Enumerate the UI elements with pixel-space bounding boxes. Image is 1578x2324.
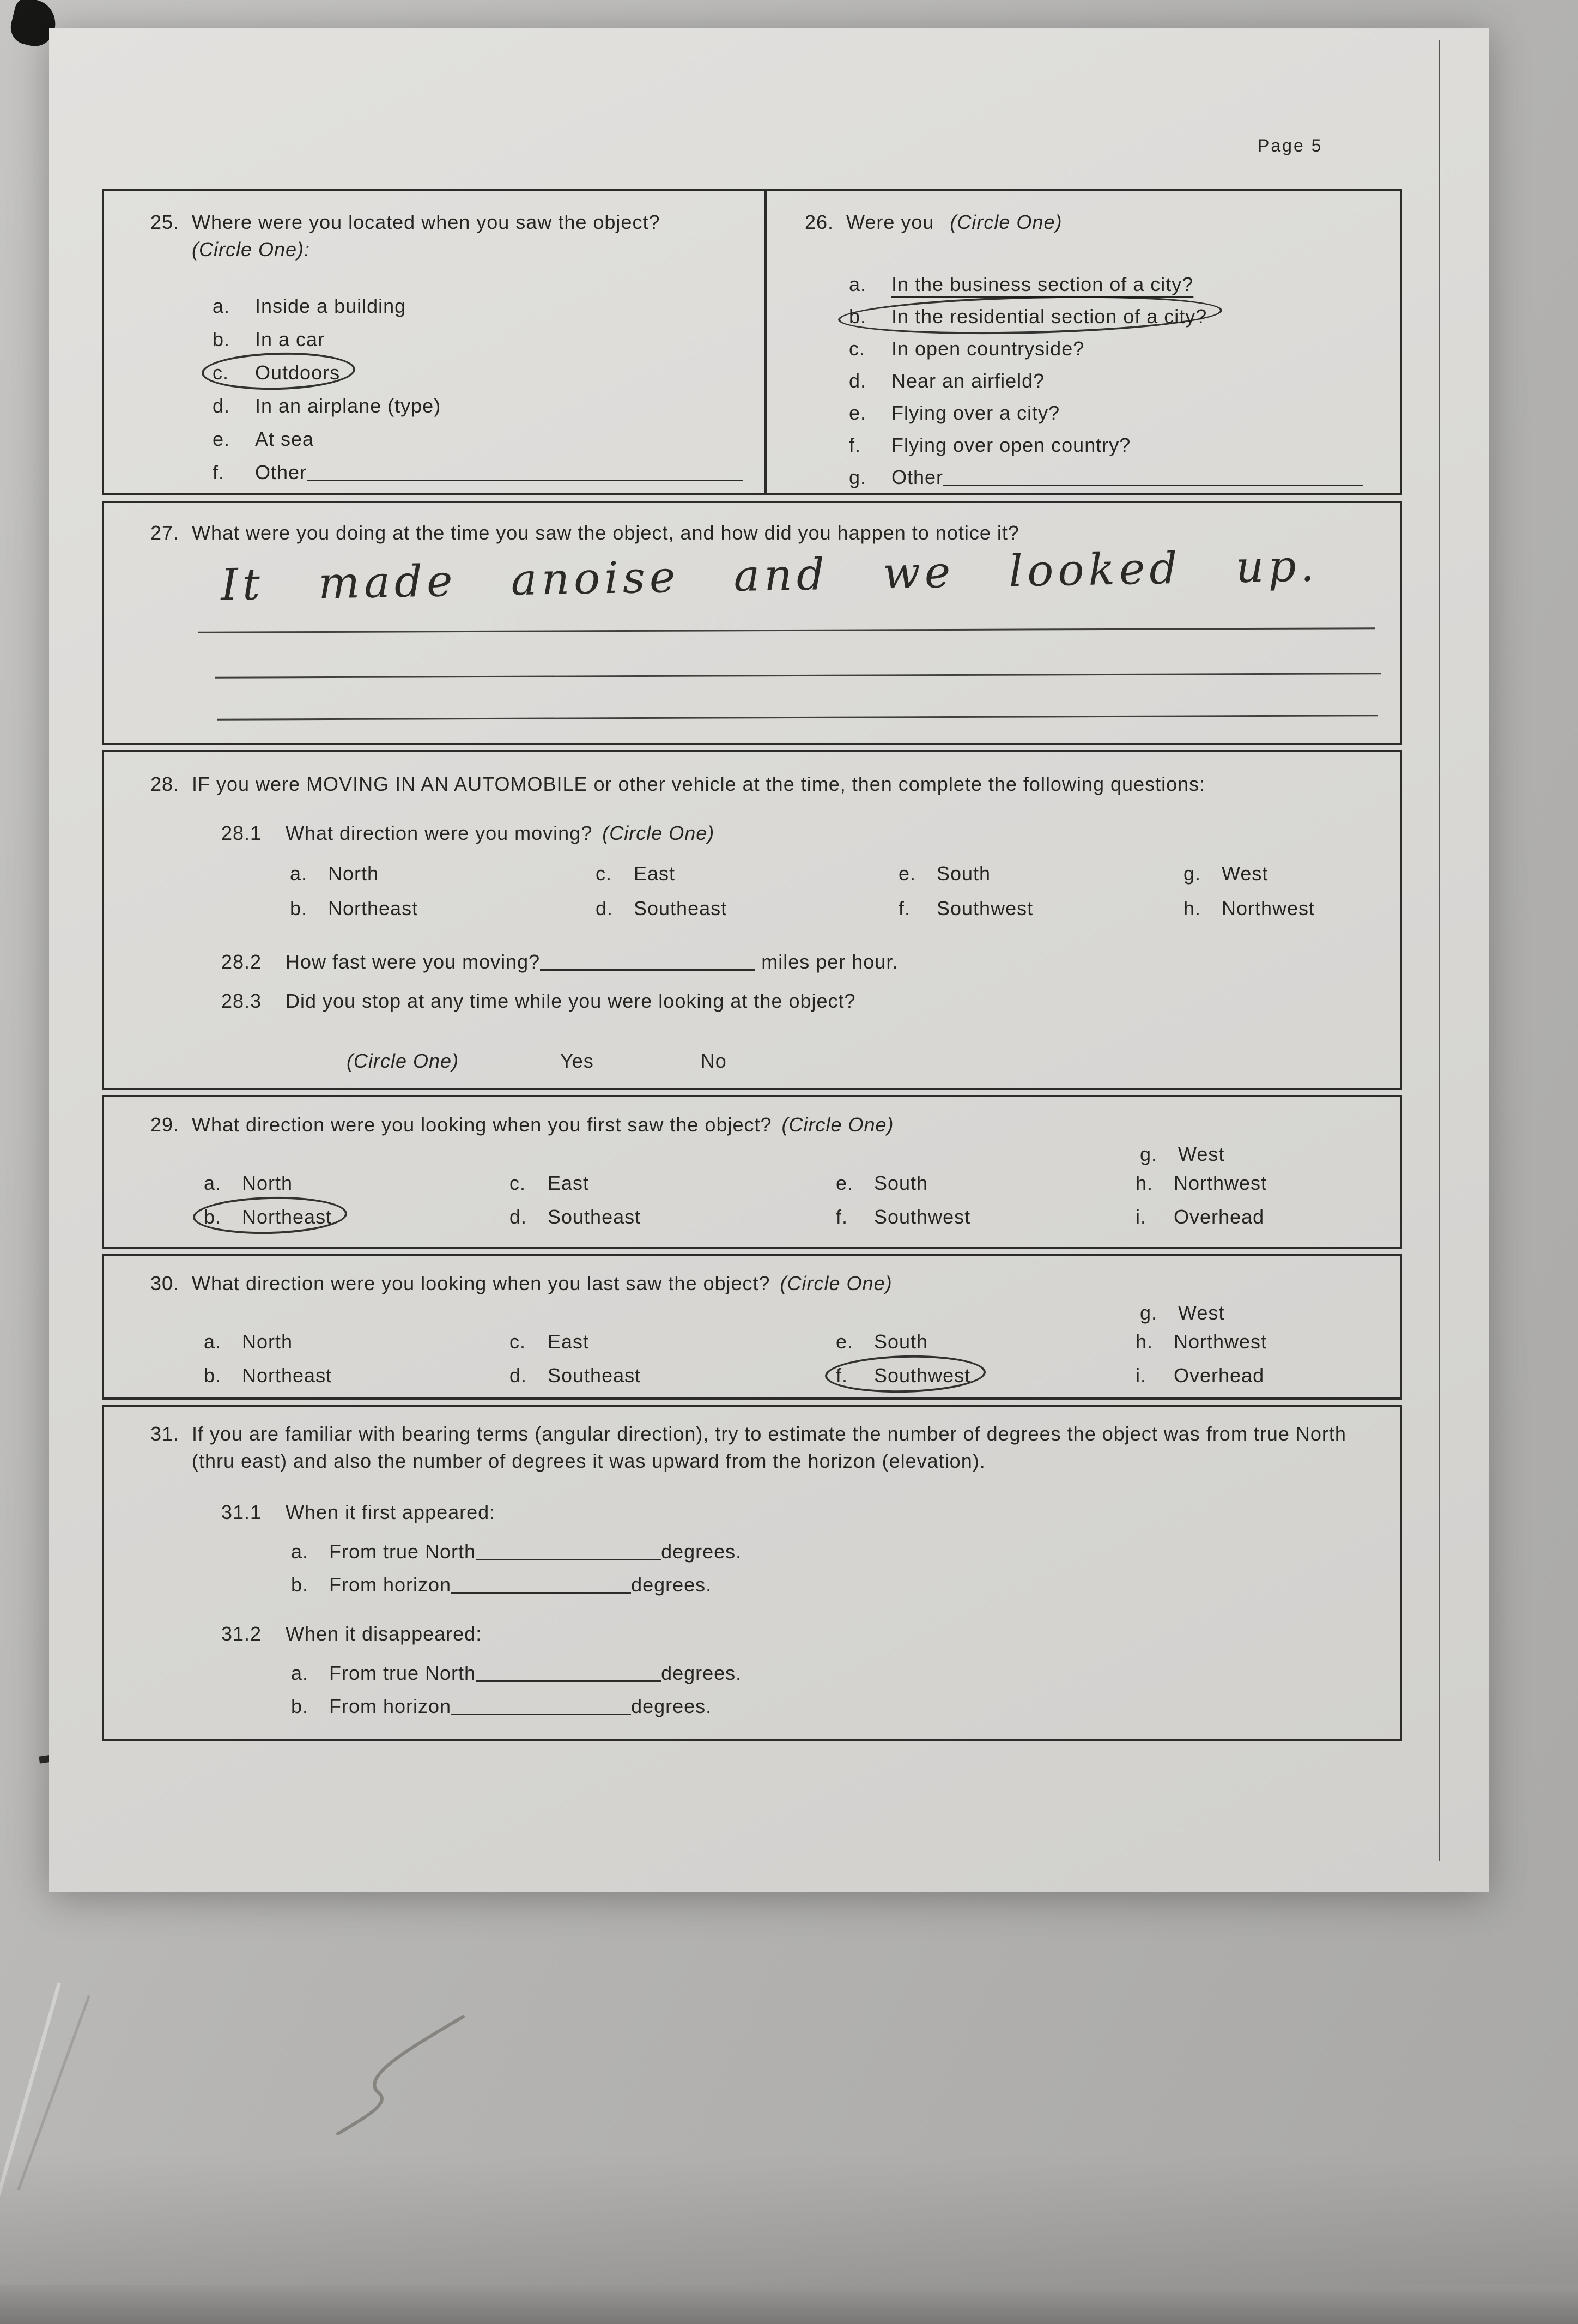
question-number: 26.: [805, 211, 834, 233]
option-30i: [1136, 1362, 1383, 1389]
option-label: Southwest: [937, 897, 1034, 919]
circle-one-note: (Circle One): [347, 1050, 459, 1072]
section-q31: [102, 1405, 1402, 1741]
option-label: Northwest: [1174, 1172, 1267, 1194]
question-28-1: [221, 820, 1383, 847]
sub-question-number: 28.1: [221, 822, 262, 844]
option-25a: [213, 293, 754, 320]
question-31-header: [150, 1420, 1383, 1475]
circle-one-note: (Circle One):: [192, 238, 311, 261]
option-label: In a car: [255, 328, 325, 350]
option-30b: [204, 1362, 509, 1389]
blank-field: [451, 1696, 631, 1715]
option-label: Overhead: [1174, 1206, 1265, 1228]
question-number: 29.: [150, 1113, 180, 1136]
option-30d: [509, 1362, 836, 1389]
option-letter: e.: [849, 402, 867, 424]
option-letter: f.: [836, 1364, 848, 1387]
option-letter: a.: [849, 273, 867, 295]
section-q30: [102, 1254, 1402, 1400]
option-letter: a.: [290, 862, 308, 885]
sub-question-text: When it first appeared:: [286, 1501, 496, 1523]
question-number: 30.: [150, 1272, 180, 1294]
question-28-3-choices: [347, 1048, 1383, 1075]
option-29f: [836, 1203, 1136, 1231]
option-28a: [290, 860, 596, 887]
option-no: No: [700, 1050, 727, 1072]
option-letter: b.: [290, 897, 308, 919]
sub-question-number: 28.3: [221, 990, 262, 1012]
scan-artifact-bottom-shade: [0, 2154, 1578, 2285]
option-label: Northwest: [1174, 1330, 1267, 1353]
option-29c: [509, 1170, 836, 1197]
option-label: Southwest: [874, 1206, 971, 1228]
blank-field: [307, 462, 743, 481]
question-28-2: [221, 948, 1383, 976]
answer-rule-line: [215, 673, 1381, 678]
option-28h: [1184, 895, 1383, 922]
question-28-3: [221, 988, 1383, 1015]
option-30g: [1140, 1299, 1383, 1327]
option-label: Northeast: [328, 897, 418, 919]
option-29g: [1140, 1141, 1383, 1168]
option-letter: g.: [1140, 1143, 1158, 1165]
option-26f: [849, 432, 1389, 459]
option-letter: a.: [204, 1172, 222, 1194]
option-25c: [213, 359, 754, 386]
blank-field: [943, 467, 1363, 486]
option-letter: a.: [291, 1540, 309, 1563]
circle-one-note: (Circle One): [602, 822, 715, 844]
option-28d: [596, 895, 899, 922]
item-31-2b: [291, 1693, 1383, 1720]
option-29d: [509, 1203, 836, 1231]
option-letter: b.: [204, 1206, 222, 1228]
option-label: South: [874, 1172, 928, 1194]
item-label: From horizon: [329, 1695, 452, 1717]
question-number: 27.: [150, 522, 180, 544]
question-text: What direction were you looking when you first saw the object?: [192, 1113, 772, 1136]
item-label: From true North: [329, 1662, 476, 1684]
option-28b: [290, 895, 596, 922]
option-letter: d.: [213, 395, 230, 417]
option-label: East: [634, 862, 676, 885]
option-25b: [213, 326, 754, 353]
option-label: Outdoors: [255, 361, 341, 384]
option-letter: g.: [1140, 1302, 1158, 1324]
pen-circle-annotation: [204, 1203, 332, 1231]
option-letter: a.: [213, 295, 230, 317]
pen-circle-annotation: [213, 359, 340, 386]
option-26d: [849, 367, 1389, 395]
option-letter: f.: [213, 461, 225, 483]
option-label: East: [548, 1330, 590, 1353]
option-letter: g.: [1184, 862, 1201, 885]
option-letter: c.: [213, 361, 229, 384]
pen-underline-annotation: In the business section of a city?: [891, 273, 1194, 295]
question-text: If you are familiar with bearing terms (angular direction), try to estimate the number of degrees the object was from true North (thru east) and also the number of degrees it was upward from the horizon (elevation).: [192, 1423, 1346, 1472]
option-letter: g.: [849, 466, 867, 488]
option-letter: a.: [204, 1330, 222, 1353]
item-suffix: degrees.: [631, 1695, 712, 1717]
sub-question-text: How fast were you moving?: [286, 951, 541, 973]
scan-artifact-pen-squiggle: [327, 2006, 490, 2147]
option-26b: [849, 303, 1389, 330]
handwritten-answer: It made anoise and we looked up.: [220, 540, 1319, 610]
option-label: Southeast: [634, 897, 727, 919]
option-30h: [1136, 1328, 1383, 1355]
option-label: West: [1178, 1143, 1225, 1165]
option-29b: [204, 1203, 509, 1231]
item-suffix: degrees.: [661, 1540, 742, 1563]
option-26e: [849, 400, 1389, 427]
option-26g: [849, 464, 1389, 491]
option-29i: [1136, 1203, 1383, 1231]
option-label: Northeast: [242, 1206, 332, 1228]
item-suffix: degrees.: [631, 1573, 712, 1596]
circle-one-note: (Circle One): [950, 211, 1063, 233]
question-31-2: [221, 1620, 1383, 1720]
option-28c: [596, 860, 899, 887]
questionnaire-paper: [49, 28, 1489, 1892]
option-30a: [204, 1328, 509, 1355]
option-label: At sea: [255, 428, 314, 450]
option-letter: h.: [1136, 1172, 1154, 1194]
question-25-header: [150, 209, 754, 263]
section-q27: [102, 501, 1402, 745]
option-label: Other: [255, 461, 307, 483]
option-letter: d.: [849, 370, 867, 392]
sub-question-number: 28.2: [221, 951, 262, 973]
item-suffix: degrees.: [661, 1662, 742, 1684]
option-28f: [899, 895, 1184, 922]
option-letter: b.: [213, 328, 230, 350]
blank-field: [476, 1662, 661, 1682]
option-28e: [899, 860, 1184, 887]
option-25e: [213, 426, 754, 453]
option-letter: f.: [899, 897, 911, 919]
question-28-1-options: [290, 860, 1383, 922]
option-letter: c.: [596, 862, 612, 885]
option-26c: [849, 335, 1389, 362]
option-label: South: [937, 862, 991, 885]
question-29-options: [204, 1170, 1383, 1231]
question-text: IF you were MOVING IN AN AUTOMOBILE or other vehicle at the time, then complete the following questions:: [192, 773, 1206, 795]
blank-field: [540, 951, 755, 971]
option-letter: h.: [1136, 1330, 1154, 1353]
scan-artifact-page-edge-line: [1439, 40, 1440, 1861]
question-31-1: [221, 1499, 1383, 1599]
option-label: In the residential section of a city?: [891, 305, 1207, 328]
option-29a: [204, 1170, 509, 1197]
option-30f: [836, 1362, 1136, 1389]
sub-question-number: 31.2: [221, 1623, 262, 1645]
option-label: North: [242, 1330, 293, 1353]
option-label: Near an airfield?: [891, 370, 1045, 392]
option-letter: e.: [899, 862, 917, 885]
option-28g: [1184, 860, 1383, 887]
option-letter: i.: [1136, 1364, 1146, 1387]
question-31-2-items: [291, 1660, 1383, 1720]
option-letter: c.: [849, 337, 866, 360]
option-label: North: [328, 862, 379, 885]
sub-question-text: When it disappeared:: [286, 1623, 482, 1645]
option-30c: [509, 1328, 836, 1355]
option-label: In an airplane (type): [255, 395, 441, 417]
option-label: Northwest: [1222, 897, 1315, 919]
option-letter: i.: [1136, 1206, 1146, 1228]
option-29e: [836, 1170, 1136, 1197]
option-26a: [849, 271, 1389, 298]
option-30e: [836, 1328, 1136, 1355]
question-text: Where were you located when you saw the object?: [192, 211, 660, 233]
option-letter: e.: [213, 428, 230, 450]
section-q25-q26: [102, 189, 1402, 495]
option-label: Southwest: [874, 1364, 971, 1387]
question-25-options: [213, 293, 754, 486]
item-label: From true North: [329, 1540, 476, 1563]
sub-question-suffix: miles per hour.: [761, 951, 899, 973]
item-31-1a: [291, 1538, 1383, 1565]
question-text: Were you: [846, 211, 934, 233]
question-25: [104, 191, 764, 493]
pen-circle-annotation: [836, 1362, 970, 1389]
option-letter: d.: [509, 1206, 527, 1228]
option-letter: b.: [291, 1695, 309, 1717]
question-28-header: [150, 771, 1383, 798]
question-26-options: [849, 271, 1389, 491]
option-letter: f.: [836, 1206, 848, 1228]
pen-circle-annotation: [849, 303, 1207, 330]
section-q29: [102, 1095, 1402, 1249]
question-text: What direction were you looking when you last saw the object?: [192, 1272, 770, 1294]
option-letter: f.: [849, 434, 861, 456]
question-text: What were you doing at the time you saw the object, and how did you happen to notice it?: [192, 522, 1019, 544]
scan-artifact-bottom-band: [0, 2285, 1578, 2324]
option-label: Flying over a city?: [891, 402, 1060, 424]
circle-one-note: (Circle One): [781, 1113, 894, 1136]
sub-question-text: What direction were you moving?: [286, 822, 593, 844]
option-label: North: [242, 1172, 293, 1194]
blank-field: [476, 1541, 661, 1560]
option-letter: d.: [596, 897, 614, 919]
question-29-header: [150, 1111, 1383, 1139]
question-31-1-items: [291, 1538, 1383, 1599]
question-26-header: [805, 209, 1389, 236]
option-label: East: [548, 1172, 590, 1194]
item-31-2a: [291, 1660, 1383, 1687]
sub-question-number: 31.1: [221, 1501, 262, 1523]
item-31-1b: [291, 1571, 1383, 1599]
option-letter: b.: [849, 305, 867, 328]
option-letter: h.: [1184, 897, 1201, 919]
option-29h: [1136, 1170, 1383, 1197]
option-label: West: [1178, 1302, 1225, 1324]
page-number: Page 5: [1258, 136, 1323, 155]
answer-rule-line: [217, 715, 1378, 720]
option-letter: e.: [836, 1172, 854, 1194]
option-label: Southeast: [548, 1206, 641, 1228]
option-label: In open countryside?: [891, 337, 1085, 360]
option-yes: Yes: [560, 1050, 594, 1072]
option-letter: b.: [204, 1364, 222, 1387]
option-label: West: [1222, 862, 1269, 885]
blank-field: [451, 1574, 631, 1594]
option-label: Inside a building: [255, 295, 406, 317]
option-letter: b.: [291, 1573, 309, 1596]
option-letter: c.: [509, 1172, 526, 1194]
question-number: 28.: [150, 773, 180, 795]
option-label: Northeast: [242, 1364, 332, 1387]
option-letter: e.: [836, 1330, 854, 1353]
option-letter: c.: [509, 1330, 526, 1353]
item-label: From horizon: [329, 1573, 452, 1596]
option-letter: a.: [291, 1662, 309, 1684]
option-letter: d.: [509, 1364, 527, 1387]
option-label: Flying over open country?: [891, 434, 1131, 456]
question-26: [764, 191, 1400, 493]
sub-question-text: Did you stop at any time while you were looking at the object?: [286, 990, 856, 1012]
question-number: 25.: [150, 211, 180, 233]
option-label: Southeast: [548, 1364, 641, 1387]
question-number: 31.: [150, 1423, 180, 1445]
question-30-header: [150, 1270, 1383, 1297]
option-label: Overhead: [1174, 1364, 1265, 1387]
answer-rule-line: [198, 627, 1375, 633]
circle-one-note: (Circle One): [780, 1272, 893, 1294]
option-25f: [213, 459, 754, 486]
option-25d: [213, 392, 754, 420]
option-label: South: [874, 1330, 928, 1353]
option-label: Other: [891, 466, 944, 488]
question-30-options: [204, 1328, 1383, 1389]
section-q28: [102, 750, 1402, 1090]
